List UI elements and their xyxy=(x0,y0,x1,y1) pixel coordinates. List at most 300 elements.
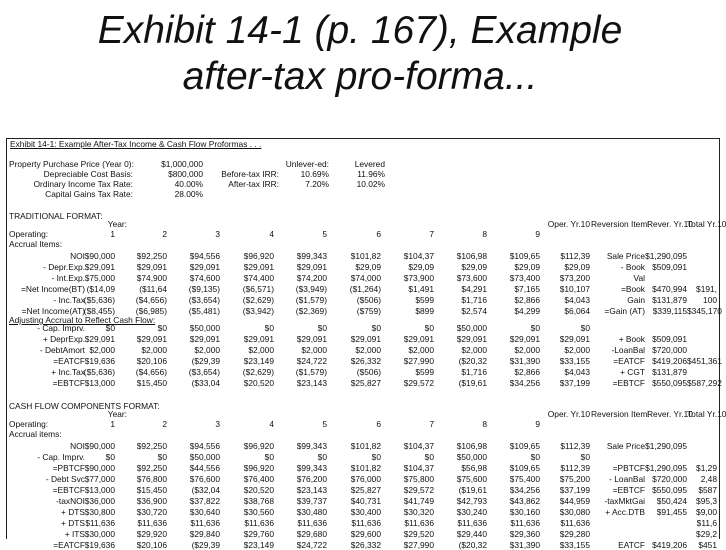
components-row-value: $31,390 xyxy=(509,540,540,550)
adjusting-row-value: ($4,656) xyxy=(135,367,167,377)
components-row-value: $30,320 xyxy=(403,507,434,517)
components-row-value: $75,600 xyxy=(456,474,487,484)
traditional-row-value: ($2,369) xyxy=(295,306,327,316)
year-number: 6 xyxy=(376,229,381,239)
components-row-reversion-value: $1,290,095 xyxy=(645,463,687,473)
adjusting-row-value: ($29,39 xyxy=(191,356,220,366)
components-row-value: $36,900 xyxy=(136,496,167,506)
assumption-value: $800,000 xyxy=(168,169,203,179)
traditional-row-value: $74,200 xyxy=(296,273,327,283)
irr-unlevered: 10.69% xyxy=(300,169,329,179)
components-row-reversion-item: -taxMktGai xyxy=(604,496,645,506)
components-row-value: $11,636 xyxy=(510,518,540,528)
traditional-row-label: - Depr.Exp. xyxy=(43,262,85,272)
components-row-value: $11,636 xyxy=(351,518,381,528)
components-row-value: $44,556 xyxy=(189,463,220,473)
total-yr10-header: Total Yr.10 xyxy=(687,219,726,229)
adjusting-row-value: $29,091 xyxy=(296,334,327,344)
adjusting-row-value: $0 xyxy=(105,323,115,333)
traditional-row-value: $6,064 xyxy=(564,306,590,316)
traditional-row-value: $74,400 xyxy=(243,273,274,283)
adjusting-row-value: $34,256 xyxy=(509,378,540,388)
traditional-row-label: - Int.Exp. xyxy=(51,273,85,283)
year-number: 1 xyxy=(110,229,115,239)
oper-yr10-header: Oper. Yr.10 xyxy=(547,409,590,419)
adjusting-row-value: $0 xyxy=(424,323,434,333)
year-number: 6 xyxy=(376,419,381,429)
components-row-value: $90,000 xyxy=(84,463,115,473)
components-row-value: $15,450 xyxy=(136,485,167,495)
components-row-value: $24,722 xyxy=(296,540,327,550)
adjusting-row-value: ($33,04 xyxy=(191,378,220,388)
unlevered-header: Unlever-ed: xyxy=(285,159,329,169)
slide-title-line-2: after-tax pro-forma... xyxy=(182,55,538,98)
components-row-reversion-value: $91,455 xyxy=(656,507,687,517)
adjusting-row-value: $0 xyxy=(264,323,274,333)
traditional-row-reversion-item: =Book xyxy=(621,284,645,294)
traditional-row-reversion-value: $131,879 xyxy=(652,295,687,305)
assumption-value: 28.00% xyxy=(174,189,203,199)
components-row-value: $13,000 xyxy=(84,485,115,495)
adjusting-row-value: $2,000 xyxy=(461,345,487,355)
traditional-row-label: - Inc.Tax xyxy=(53,295,85,305)
traditional-row-reversion-value: $339,115 xyxy=(652,306,687,316)
traditional-row-value: ($1,264) xyxy=(349,284,381,294)
adjusting-row-value: $29,091 xyxy=(243,334,274,344)
traditional-row-value: ($2,629) xyxy=(242,295,274,305)
adjusting-row-value: $50,000 xyxy=(456,323,487,333)
traditional-row-value: ($3,942) xyxy=(242,306,274,316)
traditional-row-value: $29,091 xyxy=(189,262,220,272)
adjusting-row-value: $24,722 xyxy=(296,356,327,366)
adjusting-row-value: $2,000 xyxy=(194,345,220,355)
components-row-value: $30,800 xyxy=(84,507,115,517)
traditional-row-label: =Net Income(AT) xyxy=(21,306,85,316)
traditional-row-value: $4,291 xyxy=(461,284,487,294)
adjusting-row-reversion-item: + Book xyxy=(618,334,645,344)
components-row-value: $101,82 xyxy=(350,441,381,451)
adjusting-row-value: $0 xyxy=(317,323,327,333)
components-row-value: $38,768 xyxy=(243,496,274,506)
year-number: 1 xyxy=(110,419,115,429)
traditional-row-value: $73,200 xyxy=(559,273,590,283)
components-row-value: $30,640 xyxy=(189,507,220,517)
oper-yr10-header: Oper. Yr.10 xyxy=(547,219,590,229)
components-row-value: $29,600 xyxy=(350,529,381,539)
adjusting-row-value: $33,155 xyxy=(559,356,590,366)
traditional-row-value: $29,09 xyxy=(564,262,590,272)
operating-label: Operating: xyxy=(9,229,49,239)
components-row-value: $11,636 xyxy=(297,518,327,528)
components-row-value: $11,636 xyxy=(190,518,220,528)
adjusting-row-value: $2,000 xyxy=(141,345,167,355)
adjusting-row-value: $29,091 xyxy=(189,334,220,344)
components-row-value: $112,39 xyxy=(560,463,590,473)
components-row-value: $26,332 xyxy=(350,540,381,550)
adjusting-row-value: $15,450 xyxy=(136,378,167,388)
adjusting-row-reversion-value: $720,000 xyxy=(652,345,687,355)
traditional-row-value: $29,09 xyxy=(514,262,540,272)
adjusting-row-reversion-value: $509,091 xyxy=(652,334,687,344)
components-row-value: $0 xyxy=(371,452,381,462)
adjusting-row-label: + Inc.Tax xyxy=(51,367,85,377)
components-row-value: $11,636 xyxy=(404,518,434,528)
adjusting-row-value: ($19,61 xyxy=(458,378,487,388)
components-row-reversion-value: $419,206 xyxy=(652,540,687,550)
traditional-row-value: $4,043 xyxy=(564,295,590,305)
adjusting-row-reversion-item: =EBTCF xyxy=(612,378,645,388)
adjusting-row-value: ($20,32 xyxy=(458,356,487,366)
components-row-total: $1,29 xyxy=(696,463,717,473)
components-row-value: $30,240 xyxy=(456,507,487,517)
adjusting-row-reversion-item: =EATCF xyxy=(613,356,645,366)
components-row-value: $109,65 xyxy=(509,463,540,473)
traditional-row-reversion-item: Val xyxy=(633,273,645,283)
traditional-row-total: $345,170 xyxy=(687,306,722,316)
adjusting-row-reversion-value: $419,206 xyxy=(652,356,687,366)
components-row-value: $90,000 xyxy=(84,441,115,451)
components-row-reversion-value: $50,424 xyxy=(656,496,687,506)
adjusting-row-value: $2,000 xyxy=(514,345,540,355)
components-row-value: $30,560 xyxy=(243,507,274,517)
components-row-value: $75,400 xyxy=(509,474,540,484)
components-row-label: =EATCF xyxy=(53,540,85,550)
components-row-total: $29,2 xyxy=(696,529,717,539)
irr-levered: 10.02% xyxy=(356,179,385,189)
adjusting-row-label: =EBTCF xyxy=(52,378,85,388)
components-row-value: $112,39 xyxy=(560,441,590,451)
adjusting-row-value: $29,091 xyxy=(559,334,590,344)
adjusting-row-value: ($3,654) xyxy=(188,367,220,377)
adjusting-row-value: ($2,629) xyxy=(242,367,274,377)
traditional-row-reversion-value: $509,091 xyxy=(652,262,687,272)
components-row-value: $11,636 xyxy=(244,518,274,528)
spreadsheet-exhibit xyxy=(6,138,726,550)
adjusting-row-value: $2,866 xyxy=(514,367,540,377)
slide-title-line-1: Exhibit 14-1 (p. 167), Example xyxy=(97,9,623,52)
year-number: 8 xyxy=(482,229,487,239)
traditional-row-value: $94,556 xyxy=(189,251,220,261)
components-row-total: 2,48 xyxy=(700,474,717,484)
traditional-row-value: $7,165 xyxy=(514,284,540,294)
traditional-row-value: ($506) xyxy=(356,295,381,305)
traditional-row-value: ($5,636) xyxy=(83,295,115,305)
traditional-row-value: $2,866 xyxy=(514,295,540,305)
components-row-value: $27,990 xyxy=(403,540,434,550)
adjusting-row-label: =EATCF xyxy=(53,356,85,366)
adjusting-row-value: $23,149 xyxy=(243,356,274,366)
traditional-row-value: $109,65 xyxy=(509,251,540,261)
traditional-row-value: $29,091 xyxy=(84,262,115,272)
components-row-value: ($19,61 xyxy=(458,485,487,495)
components-row-total: $95,3 xyxy=(696,496,717,506)
year-number: 3 xyxy=(215,419,220,429)
adjusting-row-value: $20,520 xyxy=(243,378,274,388)
components-row-value: $76,200 xyxy=(296,474,327,484)
year-header: Year: xyxy=(107,409,127,419)
rever-yr10-header: Rever. Yr.10 xyxy=(647,219,693,229)
traditional-row-value: $29,091 xyxy=(243,262,274,272)
components-row-value: $109,65 xyxy=(509,441,540,451)
levered-header: Levered xyxy=(354,159,385,169)
traditional-row-reversion-value: $470,994 xyxy=(652,284,687,294)
components-row-value: ($29,39 xyxy=(191,540,220,550)
year-header: Year: xyxy=(107,219,127,229)
components-row-value: $37,822 xyxy=(189,496,220,506)
adjusting-row-value: $25,827 xyxy=(350,378,381,388)
assumption-label: Capital Gains Tax Rate: xyxy=(45,189,133,199)
adjusting-row-total: $587,292 xyxy=(687,378,722,388)
components-row-value: $29,840 xyxy=(189,529,220,539)
components-row-value: $76,600 xyxy=(189,474,220,484)
components-row-value: $25,827 xyxy=(350,485,381,495)
components-row-value: $11,636 xyxy=(85,518,115,528)
traditional-row-value: $10,107 xyxy=(559,284,590,294)
traditional-row-value: $73,900 xyxy=(403,273,434,283)
slide-title xyxy=(0,8,720,100)
adjusting-row-value: $2,000 xyxy=(355,345,381,355)
traditional-row-value: $92,250 xyxy=(136,251,167,261)
components-row-value: $92,250 xyxy=(136,441,167,451)
traditional-row-reversion-item: =Gain (AT) xyxy=(604,306,645,316)
components-row-label: - Cap. Imprv. xyxy=(37,452,85,462)
traditional-row-label: NOI xyxy=(70,251,85,261)
assumption-label: Property Purchase Price (Year 0): xyxy=(9,159,134,169)
components-row-reversion-value: $1,290,095 xyxy=(645,441,687,451)
accrual-items-label: Accrual Items: xyxy=(9,239,63,249)
components-row-value: $99,343 xyxy=(296,441,327,451)
components-row-reversion-value: $720,000 xyxy=(652,474,687,484)
year-number: 4 xyxy=(269,229,274,239)
adjusting-row-label: - Cap. Imprv. xyxy=(37,323,85,333)
components-row-label: + ITS xyxy=(64,529,85,539)
components-row-reversion-item: EATCF xyxy=(618,540,645,550)
components-row-value: $39,737 xyxy=(296,496,327,506)
components-row-value: $99,343 xyxy=(296,463,327,473)
components-row-value: $76,800 xyxy=(136,474,167,484)
traditional-row-reversion-item: Gain xyxy=(627,295,645,305)
adjusting-row-value: $23,143 xyxy=(296,378,327,388)
traditional-row-value: $96,920 xyxy=(243,251,274,261)
traditional-row-total: $191, xyxy=(696,284,717,294)
year-number: 7 xyxy=(429,229,434,239)
year-number: 3 xyxy=(215,229,220,239)
adjusting-row-value: $29,091 xyxy=(509,334,540,344)
adjusting-row-value: $37,199 xyxy=(559,378,590,388)
traditional-row-value: $29,09 xyxy=(408,262,434,272)
components-row-value: $36,000 xyxy=(84,496,115,506)
components-row-value: $20,106 xyxy=(136,540,167,550)
traditional-row-value: ($759) xyxy=(356,306,381,316)
section-traditional: TRADITIONAL FORMAT: xyxy=(9,211,103,221)
components-row-total: $9,00 xyxy=(696,507,717,517)
components-row-value: $37,199 xyxy=(559,485,590,495)
components-row-value: $0 xyxy=(264,452,274,462)
section-adjusting: Adjusting Accrual to Reflect Cash Flow: xyxy=(9,315,156,325)
adjusting-row-value: $29,091 xyxy=(136,334,167,344)
assumption-label: Depreciable Cost Basis: xyxy=(43,169,133,179)
adjusting-row-reversion-item: + CGT xyxy=(620,367,645,377)
components-row-value: $19,636 xyxy=(84,540,115,550)
traditional-row-value: $112,39 xyxy=(560,251,590,261)
components-row-value: $30,720 xyxy=(136,507,167,517)
year-number: 5 xyxy=(322,419,327,429)
traditional-row-value: $29,091 xyxy=(296,262,327,272)
components-row-value: $42,793 xyxy=(456,496,487,506)
adjusting-row-value: $29,572 xyxy=(403,378,434,388)
operating-label: Operating: xyxy=(9,419,49,429)
adjusting-row-reversion-item: -LoanBal xyxy=(611,345,645,355)
adjusting-row-value: ($506) xyxy=(356,367,381,377)
adjusting-row-value: $2,000 xyxy=(408,345,434,355)
components-row-value: $11,636 xyxy=(560,518,590,528)
traditional-row-reversion-item: Sale Price xyxy=(606,251,645,261)
components-row-value: $34,256 xyxy=(509,485,540,495)
components-row-value: $0 xyxy=(530,452,540,462)
adjusting-row-value: $29,091 xyxy=(350,334,381,344)
components-row-value: $23,149 xyxy=(243,540,274,550)
traditional-row-label: =Net Income(BT) xyxy=(21,284,85,294)
year-number: 5 xyxy=(322,229,327,239)
traditional-row-value: ($6,985) xyxy=(135,306,167,316)
adjusting-row-value: $29,091 xyxy=(456,334,487,344)
traditional-row-value: $29,091 xyxy=(136,262,167,272)
traditional-row-value: $104,37 xyxy=(403,251,434,261)
assumption-value: 40.00% xyxy=(174,179,203,189)
components-row-value: $96,920 xyxy=(243,463,274,473)
traditional-row-value: $74,000 xyxy=(350,273,381,283)
traditional-row-reversion-value: $1,290,095 xyxy=(645,251,687,261)
traditional-row-value: ($5,481) xyxy=(188,306,220,316)
components-row-value: $56,98 xyxy=(461,463,487,473)
components-row-value: $40,731 xyxy=(350,496,381,506)
components-row-total: $451 xyxy=(698,540,717,550)
components-row-value: $41,749 xyxy=(403,496,434,506)
adjusting-row-value: $2,000 xyxy=(564,345,590,355)
components-row-value: ($32,04 xyxy=(191,485,220,495)
components-row-value: $77,000 xyxy=(84,474,115,484)
components-row-value: $43,862 xyxy=(509,496,540,506)
components-row-value: $20,520 xyxy=(243,485,274,495)
adjusting-row-value: $1,716 xyxy=(461,367,487,377)
adjusting-row-value: $27,990 xyxy=(403,356,434,366)
components-row-value: $94,556 xyxy=(189,441,220,451)
components-row-value: $11,636 xyxy=(457,518,487,528)
adjusting-row-value: $4,043 xyxy=(564,367,590,377)
adjusting-row-reversion-value: $131,879 xyxy=(652,367,687,377)
traditional-row-value: $106,98 xyxy=(456,251,487,261)
adjusting-row-value: $13,000 xyxy=(84,378,115,388)
adjusting-row-value: $29,091 xyxy=(403,334,434,344)
components-row-label: NOI xyxy=(70,441,85,451)
components-row-value: $33,155 xyxy=(559,540,590,550)
components-row-label: =PBTCF xyxy=(52,463,85,473)
year-number: 8 xyxy=(482,419,487,429)
components-row-value: $29,572 xyxy=(403,485,434,495)
components-row-value: $106,98 xyxy=(456,441,487,451)
components-row-value: $75,800 xyxy=(403,474,434,484)
adjusting-row-value: $0 xyxy=(580,323,590,333)
components-row-label: + DTS xyxy=(61,518,85,528)
adjusting-row-reversion-value: $550,095 xyxy=(652,378,687,388)
components-row-label: - Debt Svc xyxy=(45,474,85,484)
components-row-reversion-item: - LoanBal xyxy=(609,474,645,484)
components-row-value: $0 xyxy=(317,452,327,462)
traditional-row-value: $899 xyxy=(415,306,434,316)
accrual-items-label: Accrual items: xyxy=(9,429,62,439)
components-row-reversion-value: $550,095 xyxy=(652,485,687,495)
adjusting-row-value: $29,091 xyxy=(84,334,115,344)
components-row-value: $29,520 xyxy=(403,529,434,539)
adjusting-row-value: $2,000 xyxy=(89,345,115,355)
components-row-value: $30,160 xyxy=(509,507,540,517)
traditional-row-value: $73,600 xyxy=(456,273,487,283)
adjusting-row-value: $0 xyxy=(371,323,381,333)
adjusting-row-value: $20,106 xyxy=(136,356,167,366)
assumption-value: $1,000,000 xyxy=(161,159,203,169)
traditional-row-value: $74,900 xyxy=(136,273,167,283)
traditional-row-value: ($9,135) xyxy=(188,284,220,294)
components-row-value: $29,440 xyxy=(456,529,487,539)
traditional-row-value: ($14,09 xyxy=(86,284,115,294)
components-row-value: $0 xyxy=(580,452,590,462)
components-row-value: $101,82 xyxy=(350,463,381,473)
components-row-value: $96,920 xyxy=(243,441,274,451)
components-row-total: $11,6 xyxy=(696,518,717,528)
components-row-value: $23,143 xyxy=(296,485,327,495)
irr-label: After-tax IRR: xyxy=(228,179,279,189)
traditional-row-value: $75,000 xyxy=(84,273,115,283)
irr-label: Before-tax IRR: xyxy=(221,169,279,179)
components-row-value: $44,959 xyxy=(559,496,590,506)
adjusting-row-value: $31,390 xyxy=(509,356,540,366)
components-row-reversion-item: Sale Price xyxy=(606,441,645,451)
components-row-total: $587 xyxy=(698,485,717,495)
adjusting-row-value: ($5,636) xyxy=(83,367,115,377)
sheet-heading: Exhibit 14-1: Example After-Tax Income & Cash Flow Proformas . . . xyxy=(10,139,262,149)
components-row-reversion-item: + Acc.DTB xyxy=(605,507,645,517)
components-row-value: $29,360 xyxy=(509,529,540,539)
year-number: 2 xyxy=(162,229,167,239)
components-row-value: $76,000 xyxy=(350,474,381,484)
assumption-label: Ordinary Income Tax Rate: xyxy=(33,179,133,189)
traditional-row-value: ($4,656) xyxy=(135,295,167,305)
traditional-row-value: ($8,455) xyxy=(83,306,115,316)
traditional-row-value: ($3,654) xyxy=(188,295,220,305)
components-row-value: $30,400 xyxy=(350,507,381,517)
components-row-value: $30,480 xyxy=(296,507,327,517)
components-row-value: ($20,32 xyxy=(458,540,487,550)
components-row-value: $29,680 xyxy=(296,529,327,539)
components-row-value: $29,760 xyxy=(243,529,274,539)
adjusting-row-value: $50,000 xyxy=(189,323,220,333)
components-row-value: $30,000 xyxy=(84,529,115,539)
adjusting-row-value: $2,000 xyxy=(248,345,274,355)
traditional-row-value: ($6,571) xyxy=(242,284,274,294)
adjusting-row-value: $19,636 xyxy=(84,356,115,366)
reversion-item-header: Reversion Item: xyxy=(591,219,650,229)
components-row-value: $50,000 xyxy=(456,452,487,462)
year-number: 4 xyxy=(269,419,274,429)
components-row-reversion-item: =PBTCF xyxy=(612,463,645,473)
traditional-row-value: $2,574 xyxy=(461,306,487,316)
year-number: 7 xyxy=(429,419,434,429)
irr-unlevered: 7.20% xyxy=(305,179,329,189)
traditional-row-value: ($11,64 xyxy=(139,284,167,294)
traditional-row-reversion-item: - Book xyxy=(620,262,645,272)
traditional-row-value: $1,716 xyxy=(461,295,487,305)
components-row-value: $50,000 xyxy=(189,452,220,462)
